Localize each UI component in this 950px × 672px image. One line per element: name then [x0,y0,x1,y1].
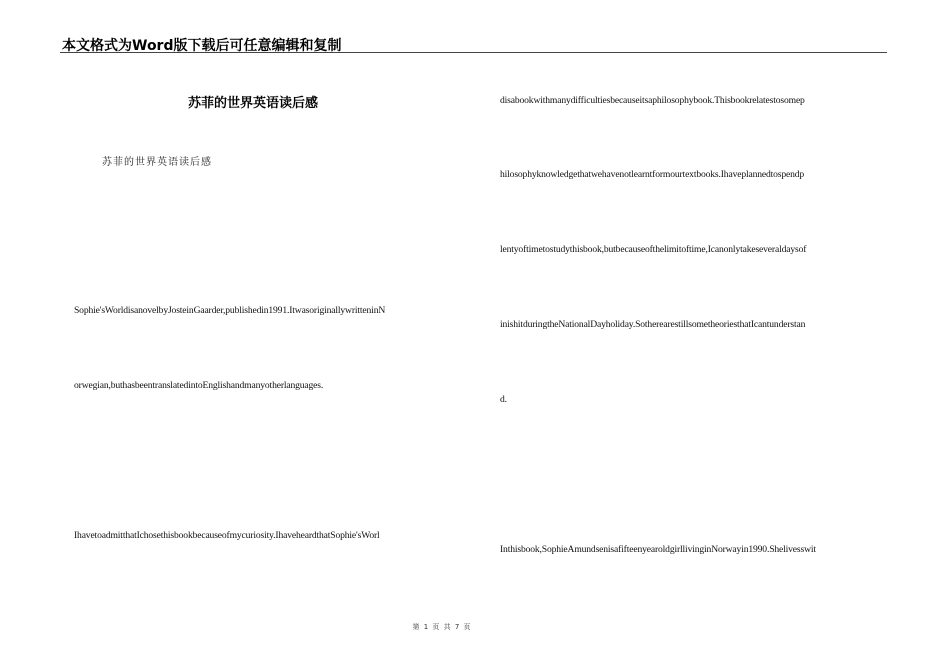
right-paragraph-line: hilosophyknowledgethatwehavenotlearntformourtextbooks.Ihaveplannedtospendp [500,169,805,180]
left-paragraph-line: Sophie'sWorldisanovelbyJosteinGaarder,publishedin1991.ItwasoriginallywritteninN [74,305,386,316]
header-title: 本文格式为Word版下载后可任意编辑和复制 [62,38,342,54]
right-paragraph-line: inishitduringtheNationalDayholiday.SotherearestillsometheoriesthatIcantunderstan [500,319,806,330]
header-divider [60,52,887,53]
right-paragraph-line: lentyoftimetostudythisbook,butbecauseofthelimitoftime,Icanonlytakeseveraldaysof [500,244,807,255]
right-paragraph-line: Inthisbook,SophieAmundsenisafifteenyearoldgirllivinginNorwayin1990.Shelivesswit [500,544,816,555]
right-paragraph-line: d. [500,394,507,405]
page-number: 第 1 页 共 7 页 [412,623,472,631]
right-paragraph-line: disabookwithmanydifficultiesbecauseitsaphilosophybook.Thisbookrelatestosomep [500,95,805,106]
left-paragraph-line: orwegian,buthasbeentranslatedintoEnglishandmanyotherlanguages. [74,380,324,391]
document-title: 苏菲的世界英语读后感 [188,96,319,111]
document-subtitle: 苏菲的世界英语读后感 [102,157,212,168]
left-paragraph-line: IhavetoadmitthatIchosethisbookbecauseofmycuriosity.IhaveheardthatSophie'sWorl [74,530,380,541]
